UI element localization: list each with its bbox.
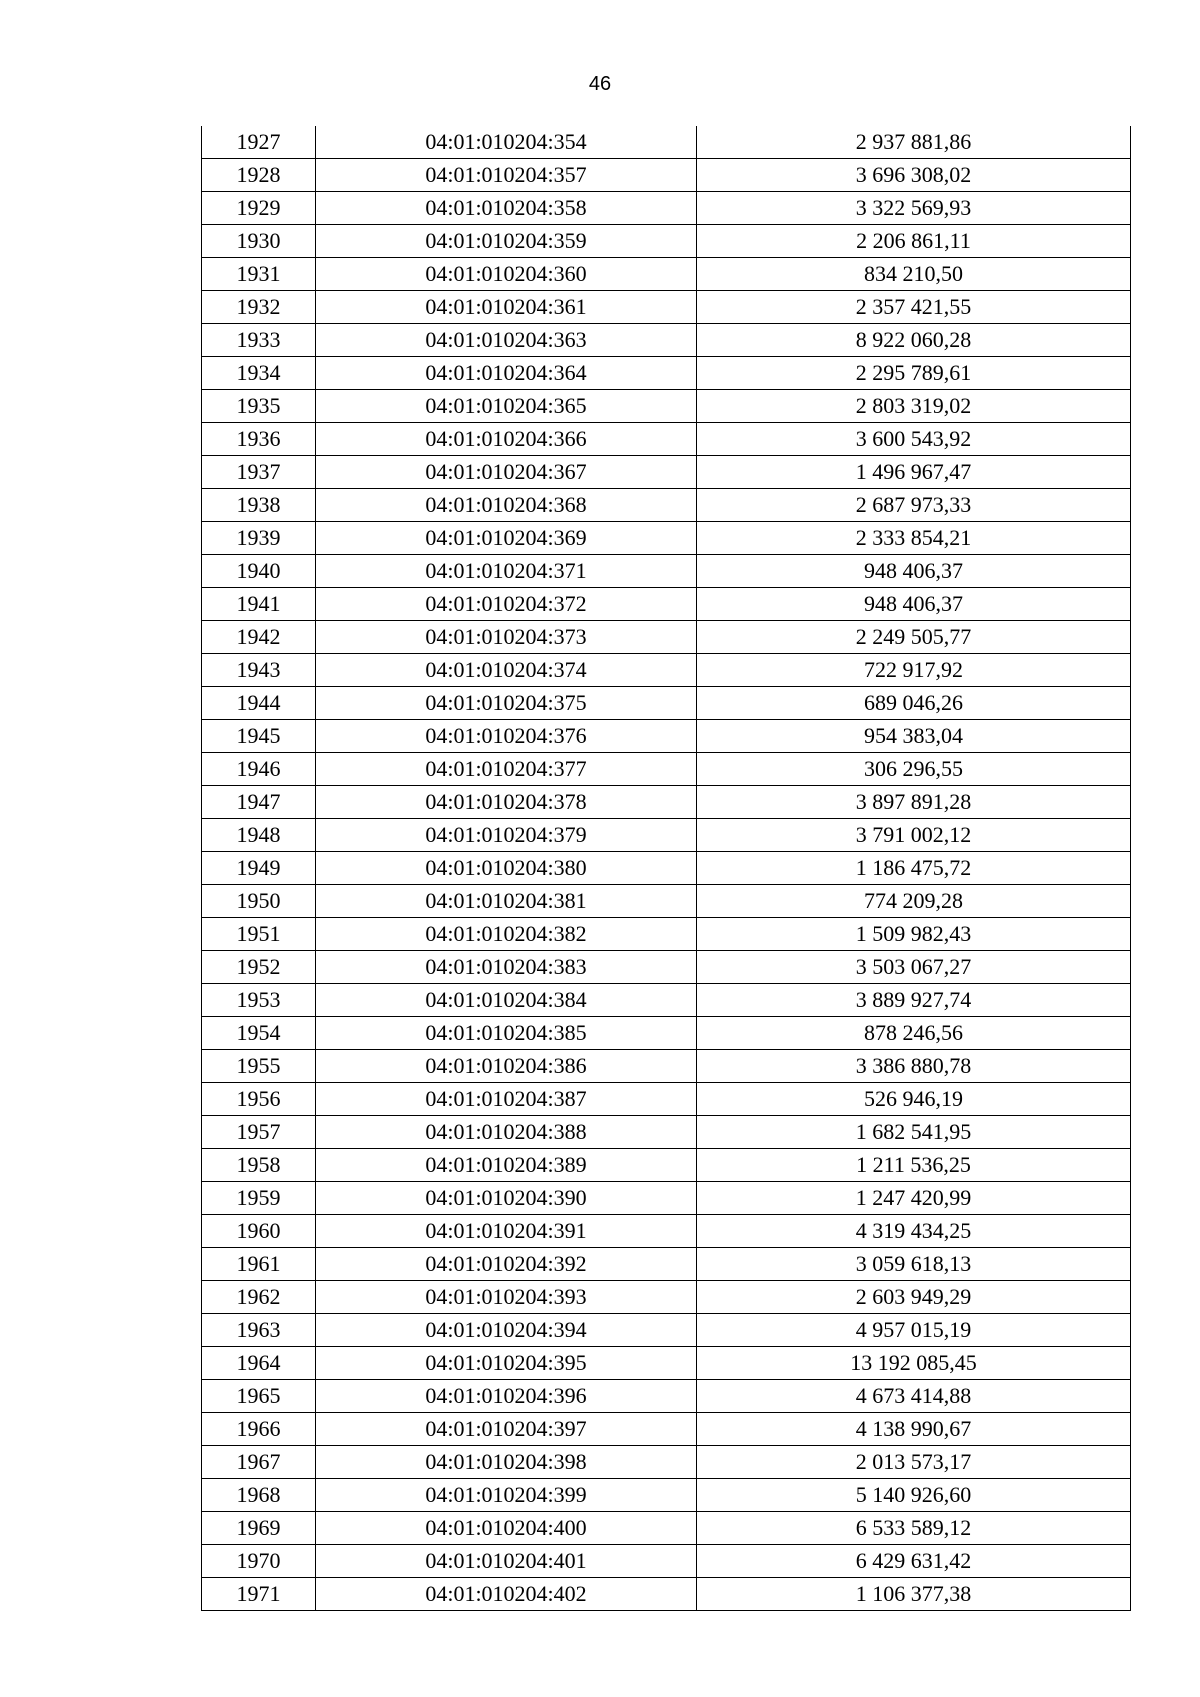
cadastral-number-cell: 04:01:010204:396 <box>316 1380 697 1413</box>
cadastral-number-cell: 04:01:010204:400 <box>316 1512 697 1545</box>
cadastral-number-cell: 04:01:010204:377 <box>316 753 697 786</box>
cadastral-number-cell: 04:01:010204:372 <box>316 588 697 621</box>
cadastral-value-cell: 774 209,28 <box>697 885 1131 918</box>
cadastral-value-cell: 1 247 420,99 <box>697 1182 1131 1215</box>
cadastral-number-cell: 04:01:010204:389 <box>316 1149 697 1182</box>
cadastral-number-cell: 04:01:010204:374 <box>316 654 697 687</box>
cadastral-value-cell: 1 682 541,95 <box>697 1116 1131 1149</box>
table-row <box>202 819 1131 852</box>
cadastral-number-cell: 04:01:010204:388 <box>316 1116 697 1149</box>
cadastral-value-cell: 1 509 982,43 <box>697 918 1131 951</box>
cadastral-value-cell: 1 496 967,47 <box>697 456 1131 489</box>
row-number-cell: 1958 <box>202 1149 316 1182</box>
cadastral-number-cell: 04:01:010204:393 <box>316 1281 697 1314</box>
cadastral-number-cell: 04:01:010204:378 <box>316 786 697 819</box>
cadastral-number-cell: 04:01:010204:376 <box>316 720 697 753</box>
cadastral-number-cell: 04:01:010204:399 <box>316 1479 697 1512</box>
table-row <box>202 1017 1131 1050</box>
cadastral-value-cell: 6 429 631,42 <box>697 1545 1131 1578</box>
cadastral-value-cell: 4 957 015,19 <box>697 1314 1131 1347</box>
row-number-cell: 1928 <box>202 159 316 192</box>
cadastral-value-cell: 2 013 573,17 <box>697 1446 1131 1479</box>
table-body <box>202 126 1131 1611</box>
cadastral-number-cell: 04:01:010204:382 <box>316 918 697 951</box>
row-number-cell: 1932 <box>202 291 316 324</box>
cadastral-number-cell: 04:01:010204:395 <box>316 1347 697 1380</box>
cadastral-number-cell: 04:01:010204:364 <box>316 357 697 390</box>
row-number-cell: 1957 <box>202 1116 316 1149</box>
row-number-cell: 1944 <box>202 687 316 720</box>
cadastral-number-cell: 04:01:010204:386 <box>316 1050 697 1083</box>
row-number-cell: 1950 <box>202 885 316 918</box>
table-row <box>202 1116 1131 1149</box>
cadastral-value-cell: 3 897 891,28 <box>697 786 1131 819</box>
table-row <box>202 159 1131 192</box>
table-row <box>202 1578 1131 1611</box>
table-row <box>202 456 1131 489</box>
table-row <box>202 786 1131 819</box>
table-row <box>202 1314 1131 1347</box>
cadastral-number-cell: 04:01:010204:384 <box>316 984 697 1017</box>
cadastral-value-cell: 5 140 926,60 <box>697 1479 1131 1512</box>
table-row <box>202 357 1131 390</box>
row-number-cell: 1940 <box>202 555 316 588</box>
cadastral-value-cell: 3 503 067,27 <box>697 951 1131 984</box>
table-row <box>202 1413 1131 1446</box>
row-number-cell: 1937 <box>202 456 316 489</box>
cadastral-number-cell: 04:01:010204:390 <box>316 1182 697 1215</box>
cadastral-value-cell: 2 333 854,21 <box>697 522 1131 555</box>
cadastral-value-cell: 3 322 569,93 <box>697 192 1131 225</box>
row-number-cell: 1970 <box>202 1545 316 1578</box>
cadastral-value-cell: 2 206 861,11 <box>697 225 1131 258</box>
row-number-cell: 1955 <box>202 1050 316 1083</box>
row-number-cell: 1927 <box>202 126 316 159</box>
row-number-cell: 1962 <box>202 1281 316 1314</box>
table-row <box>202 1083 1131 1116</box>
cadastral-number-cell: 04:01:010204:359 <box>316 225 697 258</box>
cadastral-number-cell: 04:01:010204:391 <box>316 1215 697 1248</box>
cadastral-value-cell: 6 533 589,12 <box>697 1512 1131 1545</box>
row-number-cell: 1964 <box>202 1347 316 1380</box>
cadastral-value-cell: 306 296,55 <box>697 753 1131 786</box>
table-row <box>202 291 1131 324</box>
table-row <box>202 588 1131 621</box>
row-number-cell: 1965 <box>202 1380 316 1413</box>
table-row <box>202 885 1131 918</box>
table-row <box>202 951 1131 984</box>
cadastral-number-cell: 04:01:010204:371 <box>316 555 697 588</box>
row-number-cell: 1953 <box>202 984 316 1017</box>
cadastral-value-cell: 2 937 881,86 <box>697 126 1131 159</box>
table-row <box>202 423 1131 456</box>
table-row <box>202 324 1131 357</box>
row-number-cell: 1935 <box>202 390 316 423</box>
table-row <box>202 1512 1131 1545</box>
cadastral-number-cell: 04:01:010204:401 <box>316 1545 697 1578</box>
row-number-cell: 1969 <box>202 1512 316 1545</box>
table-row <box>202 1347 1131 1380</box>
table-row <box>202 225 1131 258</box>
cadastral-value-cell: 948 406,37 <box>697 588 1131 621</box>
cadastral-value-cell: 2 295 789,61 <box>697 357 1131 390</box>
cadastral-number-cell: 04:01:010204:360 <box>316 258 697 291</box>
row-number-cell: 1943 <box>202 654 316 687</box>
cadastral-value-cell: 526 946,19 <box>697 1083 1131 1116</box>
row-number-cell: 1929 <box>202 192 316 225</box>
table-row <box>202 852 1131 885</box>
cadastral-value-cell: 3 696 308,02 <box>697 159 1131 192</box>
table-row <box>202 1149 1131 1182</box>
cadastral-value-cell: 2 687 973,33 <box>697 489 1131 522</box>
table-row <box>202 1248 1131 1281</box>
table-row <box>202 1545 1131 1578</box>
table-row <box>202 1182 1131 1215</box>
cadastral-number-cell: 04:01:010204:402 <box>316 1578 697 1611</box>
row-number-cell: 1938 <box>202 489 316 522</box>
row-number-cell: 1951 <box>202 918 316 951</box>
row-number-cell: 1947 <box>202 786 316 819</box>
row-number-cell: 1960 <box>202 1215 316 1248</box>
cadastral-value-table <box>201 126 1131 1611</box>
row-number-cell: 1959 <box>202 1182 316 1215</box>
cadastral-number-cell: 04:01:010204:397 <box>316 1413 697 1446</box>
cadastral-number-cell: 04:01:010204:358 <box>316 192 697 225</box>
cadastral-number-cell: 04:01:010204:368 <box>316 489 697 522</box>
row-number-cell: 1952 <box>202 951 316 984</box>
cadastral-number-cell: 04:01:010204:398 <box>316 1446 697 1479</box>
cadastral-number-cell: 04:01:010204:357 <box>316 159 697 192</box>
cadastral-number-cell: 04:01:010204:392 <box>316 1248 697 1281</box>
cadastral-value-cell: 689 046,26 <box>697 687 1131 720</box>
row-number-cell: 1966 <box>202 1413 316 1446</box>
cadastral-value-cell: 948 406,37 <box>697 555 1131 588</box>
table-row <box>202 258 1131 291</box>
cadastral-number-cell: 04:01:010204:361 <box>316 291 697 324</box>
cadastral-number-cell: 04:01:010204:387 <box>316 1083 697 1116</box>
cadastral-number-cell: 04:01:010204:380 <box>316 852 697 885</box>
row-number-cell: 1936 <box>202 423 316 456</box>
table-row <box>202 1446 1131 1479</box>
cadastral-number-cell: 04:01:010204:385 <box>316 1017 697 1050</box>
cadastral-value-cell: 13 192 085,45 <box>697 1347 1131 1380</box>
cadastral-number-cell: 04:01:010204:363 <box>316 324 697 357</box>
cadastral-value-cell: 2 603 949,29 <box>697 1281 1131 1314</box>
cadastral-number-cell: 04:01:010204:373 <box>316 621 697 654</box>
table-row <box>202 1281 1131 1314</box>
table-row <box>202 984 1131 1017</box>
cadastral-value-cell: 1 211 536,25 <box>697 1149 1131 1182</box>
cadastral-number-cell: 04:01:010204:383 <box>316 951 697 984</box>
table-row <box>202 720 1131 753</box>
table-row <box>202 918 1131 951</box>
cadastral-number-cell: 04:01:010204:369 <box>316 522 697 555</box>
row-number-cell: 1946 <box>202 753 316 786</box>
cadastral-number-cell: 04:01:010204:366 <box>316 423 697 456</box>
row-number-cell: 1942 <box>202 621 316 654</box>
row-number-cell: 1931 <box>202 258 316 291</box>
table-row <box>202 489 1131 522</box>
table-row <box>202 1380 1131 1413</box>
row-number-cell: 1956 <box>202 1083 316 1116</box>
table-row <box>202 1050 1131 1083</box>
row-number-cell: 1961 <box>202 1248 316 1281</box>
row-number-cell: 1930 <box>202 225 316 258</box>
table-row <box>202 687 1131 720</box>
cadastral-number-cell: 04:01:010204:365 <box>316 390 697 423</box>
cadastral-value-cell: 4 673 414,88 <box>697 1380 1131 1413</box>
table-row <box>202 654 1131 687</box>
cadastral-value-cell: 2 357 421,55 <box>697 291 1131 324</box>
table-row <box>202 126 1131 159</box>
row-number-cell: 1949 <box>202 852 316 885</box>
cadastral-value-cell: 3 059 618,13 <box>697 1248 1131 1281</box>
table-row <box>202 555 1131 588</box>
cadastral-value-cell: 878 246,56 <box>697 1017 1131 1050</box>
row-number-cell: 1934 <box>202 357 316 390</box>
cadastral-value-cell: 8 922 060,28 <box>697 324 1131 357</box>
row-number-cell: 1963 <box>202 1314 316 1347</box>
cadastral-value-cell: 3 791 002,12 <box>697 819 1131 852</box>
table-row <box>202 1215 1131 1248</box>
cadastral-value-cell: 3 386 880,78 <box>697 1050 1131 1083</box>
row-number-cell: 1945 <box>202 720 316 753</box>
table-row <box>202 522 1131 555</box>
cadastral-number-cell: 04:01:010204:394 <box>316 1314 697 1347</box>
cadastral-value-cell: 4 138 990,67 <box>697 1413 1131 1446</box>
cadastral-number-cell: 04:01:010204:367 <box>316 456 697 489</box>
row-number-cell: 1948 <box>202 819 316 852</box>
cadastral-value-cell: 954 383,04 <box>697 720 1131 753</box>
cadastral-value-cell: 834 210,50 <box>697 258 1131 291</box>
row-number-cell: 1954 <box>202 1017 316 1050</box>
cadastral-value-cell: 2 803 319,02 <box>697 390 1131 423</box>
table-row <box>202 753 1131 786</box>
cadastral-value-cell: 4 319 434,25 <box>697 1215 1131 1248</box>
table-row <box>202 621 1131 654</box>
cadastral-number-cell: 04:01:010204:375 <box>316 687 697 720</box>
cadastral-value-cell: 1 186 475,72 <box>697 852 1131 885</box>
cadastral-value-cell: 2 249 505,77 <box>697 621 1131 654</box>
row-number-cell: 1939 <box>202 522 316 555</box>
page-number: 46 <box>588 73 612 95</box>
cadastral-value-cell: 3 600 543,92 <box>697 423 1131 456</box>
cadastral-value-cell: 722 917,92 <box>697 654 1131 687</box>
table-row <box>202 1479 1131 1512</box>
cadastral-number-cell: 04:01:010204:381 <box>316 885 697 918</box>
row-number-cell: 1941 <box>202 588 316 621</box>
table-row <box>202 390 1131 423</box>
table-row <box>202 192 1131 225</box>
row-number-cell: 1968 <box>202 1479 316 1512</box>
row-number-cell: 1967 <box>202 1446 316 1479</box>
cadastral-number-cell: 04:01:010204:354 <box>316 126 697 159</box>
row-number-cell: 1971 <box>202 1578 316 1611</box>
cadastral-number-cell: 04:01:010204:379 <box>316 819 697 852</box>
row-number-cell: 1933 <box>202 324 316 357</box>
cadastral-value-cell: 3 889 927,74 <box>697 984 1131 1017</box>
cadastral-value-cell: 1 106 377,38 <box>697 1578 1131 1611</box>
